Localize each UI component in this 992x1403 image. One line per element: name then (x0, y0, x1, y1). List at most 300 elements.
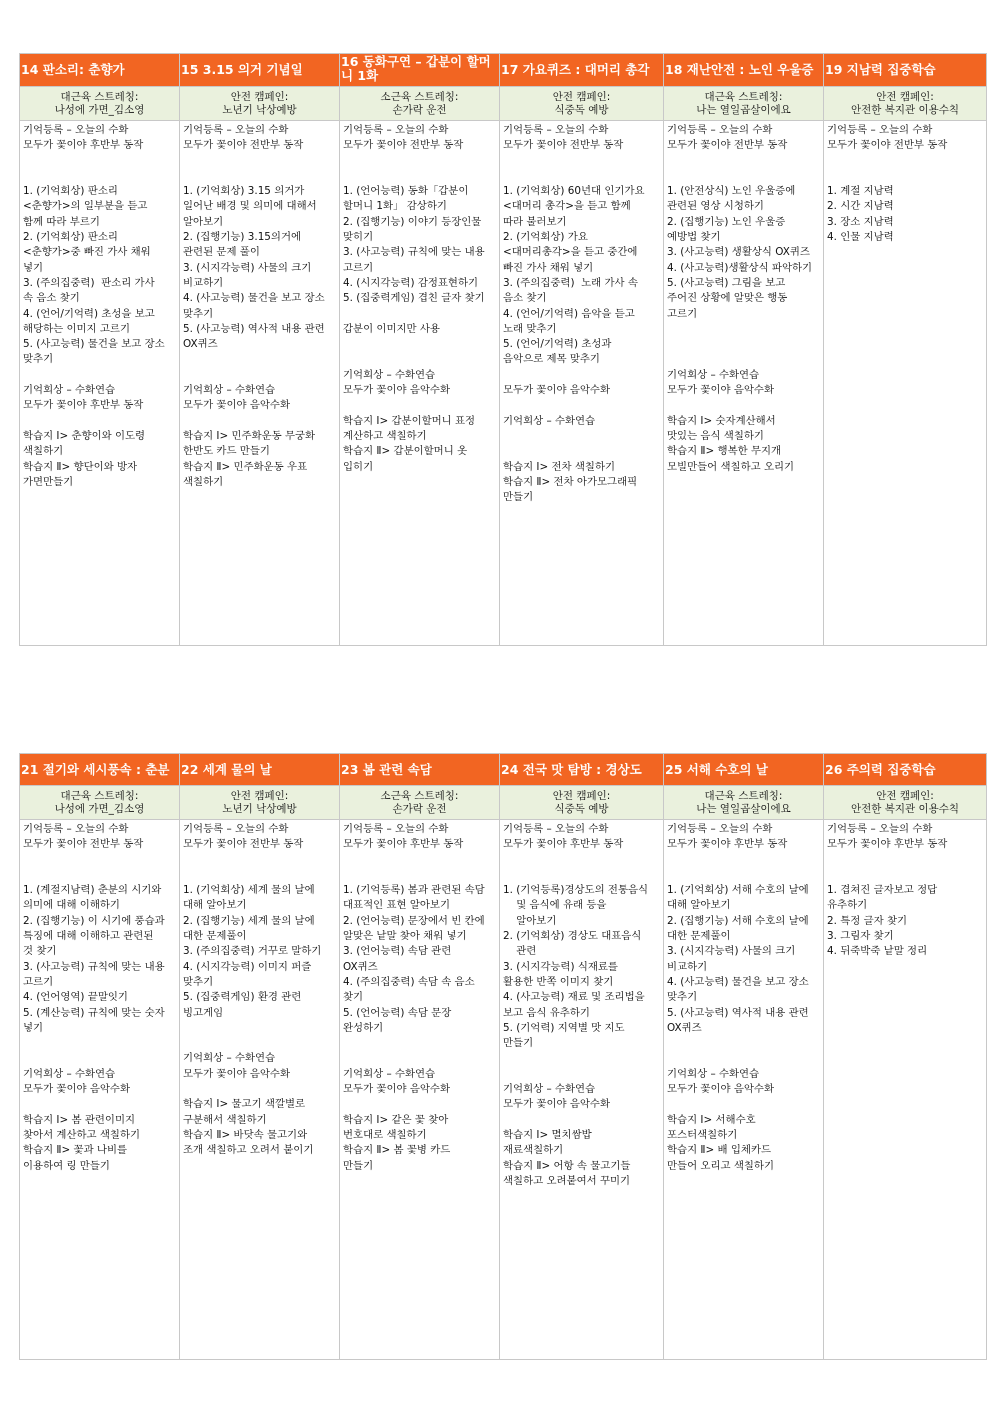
content-line: 학습지 Ⅱ> 어항 속 물고기들 (503, 1159, 631, 1172)
content-line (503, 398, 660, 413)
content-line: 고르기 (667, 307, 698, 320)
content-line: 맞추기 (23, 353, 54, 366)
content-line: 학습지 Ⅰ> 춘향이와 이도령 (23, 429, 146, 442)
content-line: 재료색칠하기 (503, 1144, 564, 1157)
day-content (664, 121, 824, 646)
content-line: 알아보기 (503, 914, 557, 927)
content-line: 모두가 꽃이야 음악수화 (343, 1083, 450, 1096)
content-line: 1. (기억회상) 60년대 인기가요 (503, 185, 645, 198)
content-line: 모두가 꽃이야 후반부 동작 (23, 399, 144, 412)
content-line: 2. (집행기능) 노인 우울증 (667, 215, 786, 228)
content-line: 따라 불러보기 (503, 215, 567, 228)
activity-subheader (664, 87, 824, 121)
activity-category: 대근육 스트레칭: (704, 789, 783, 802)
content-line: 3. (주의집중력) 판소리 가사 (23, 276, 155, 289)
content-line: 한반도 카드 만들기 (183, 445, 270, 458)
content-line: 5. (계산능력) 규칙에 맞는 숫자 (23, 1006, 165, 1019)
content-line: 학습지 Ⅱ> 민주화운동 우표 (183, 460, 308, 473)
content-line: 모두가 꽃이야 전반부 동작 (503, 139, 624, 152)
day-header: 24 전국 맛 탐방 : 경상도 (500, 754, 664, 786)
content-line: 학습지 Ⅰ> 물고기 색깔별로 (183, 1098, 306, 1111)
content-line: 3. (시지각능력) 식재료를 (503, 960, 618, 973)
content-line: 고르기 (343, 261, 374, 274)
content-line: OX퀴즈 (667, 1021, 702, 1034)
activity-subheader (340, 87, 500, 121)
content-line: 모두가 꽃이야 후반부 동작 (343, 838, 464, 851)
content-line: 모두가 꽃이야 후반부 동작 (827, 838, 948, 851)
content-line (183, 868, 336, 883)
content-line: 1. (기억회상) 세계 물의 날에 (183, 884, 315, 897)
content-line: 학습지 Ⅱ> 배 입체카드 (667, 1144, 772, 1157)
content-line: 기억회상 – 수화연습 (343, 1067, 436, 1080)
content-line: 학습지 Ⅱ> 갑분이할머니 옷 (343, 445, 468, 458)
activity-category: 소근육 스트레칭: (380, 789, 459, 802)
content-line: 4. 인물 지남력 (827, 231, 894, 244)
content-line: 2. (집행기능) 세계 물의 날에 (183, 914, 315, 927)
content-line: 완성하기 (343, 1021, 384, 1034)
content-line (343, 169, 496, 184)
content-line: 3. (주의집중력) 거꾸로 말하기 (183, 945, 322, 958)
content-line: 넣기 (23, 261, 44, 274)
day-content-row (20, 820, 987, 1360)
content-line (183, 1021, 336, 1036)
content-line: 모두가 꽃이야 전반부 동작 (23, 838, 144, 851)
content-line: 맞추기 (667, 991, 698, 1004)
day-content (180, 121, 340, 646)
content-line: 빠진 가사 채워 넣기 (503, 261, 594, 274)
content-line: 고르기 (23, 975, 54, 988)
activity-subheader (180, 87, 340, 121)
content-line: 기억회상 – 수화연습 (667, 1067, 760, 1080)
content-line: 5. (사고능력) 역사적 내용 관련 (183, 322, 325, 335)
day-header: 17 가요퀴즈 : 대머리 총각 (500, 54, 664, 87)
day-content (664, 820, 824, 1360)
content-line: 학습지 Ⅱ> 바닷속 물고기와 (183, 1128, 308, 1141)
activity-subheader (824, 87, 987, 121)
content-line: 1. 겹쳐진 글자보고 정답 (827, 884, 938, 897)
content-line: <대머리총각>을 듣고 중간에 (503, 246, 638, 259)
content-line (667, 1097, 820, 1112)
content-line: 4. 뒤죽박죽 낱말 정리 (827, 945, 928, 958)
activity-title: 나성에 가면_김소영 (54, 802, 145, 815)
activity-subheader (500, 786, 664, 820)
activity-title: 식중독 예방 (554, 802, 609, 815)
activity-category: 안전 캠페인: (230, 789, 289, 802)
content-line (23, 1051, 176, 1066)
content-line: 음소 찾기 (503, 292, 547, 305)
content-line: 모두가 꽃이야 음악수화 (183, 1067, 290, 1080)
content-line: 4. (주의집중력) 속담 속 음소 (343, 975, 475, 988)
content-line: 모두가 꽃이야 음악수화 (503, 1098, 610, 1111)
day-header: 22 세계 물의 날 (180, 754, 340, 786)
content-line (827, 853, 983, 868)
content-line: 3. 그림자 찾기 (827, 930, 894, 943)
content-line (503, 368, 660, 383)
activity-subheader (180, 786, 340, 820)
content-line: 4. (사고능력) 재료 및 조리법을 (503, 991, 645, 1004)
content-line: 3. (언어능력) 속담 관련 (343, 945, 452, 958)
content-line: 2. (언어능력) 문장에서 빈 칸에 (343, 914, 485, 927)
content-line: 모두가 꽃이야 음악수화 (667, 384, 774, 397)
content-line: 학습지 Ⅰ> 같은 꽃 찾아 (343, 1113, 449, 1126)
day-header: 23 봄 관련 속담 (340, 754, 500, 786)
content-line: 학습지 Ⅱ> 봄 꽃병 카드 (343, 1144, 451, 1157)
content-line: 1. (안전상식) 노인 우울증에 (667, 185, 796, 198)
day-header-row (20, 54, 987, 87)
content-line: 4. (시지각능력) 이미지 퍼즐 (183, 960, 312, 973)
day-header: 14 판소리: 춘향가 (20, 54, 180, 87)
content-line: 5. (언어능력) 속담 문장 (343, 1006, 452, 1019)
activity-category: 안전 캠페인: (876, 90, 934, 103)
content-line: 모두가 꽃이야 전반부 동작 (667, 139, 788, 152)
content-line: 기억등록 – 오늘의 수화 (503, 124, 609, 136)
day-content (824, 820, 987, 1360)
content-line: 조개 색칠하고 오려서 붙이기 (183, 1144, 314, 1157)
content-line: 대한 문제풀이 (667, 930, 731, 943)
day-header: 18 재난안전 : 노인 우울증 (664, 54, 824, 87)
day-content (20, 121, 180, 646)
content-line: 기억회상 – 수화연습 (503, 414, 596, 427)
activity-category: 안전 캠페인: (552, 789, 611, 802)
content-line: 기억등록 – 오늘의 수화 (343, 823, 449, 835)
content-line (667, 352, 820, 367)
content-line (343, 868, 496, 883)
day-content (824, 121, 987, 646)
content-line: 색칠하기 (183, 475, 224, 488)
activity-title: 안전한 복지관 이용수칙 (850, 103, 960, 116)
content-line: 만들어 오리고 색칠하기 (667, 1159, 774, 1172)
week-2-schedule-table (19, 753, 987, 1360)
content-line: 기억등록 – 오늘의 수화 (827, 124, 933, 136)
content-line: 4. (언어/기억력) 초성을 보고 (23, 307, 155, 320)
content-line: 기억회상 – 수화연습 (667, 368, 760, 381)
content-line: 기억등록 – 오늘의 수화 (667, 823, 773, 835)
activity-title: 나는 열일곱살이에요 (696, 802, 791, 815)
content-line: 모두가 꽃이야 후반부 동작 (667, 838, 788, 851)
content-line: 넣기 (23, 1021, 44, 1034)
content-line (667, 154, 820, 169)
content-line (667, 853, 820, 868)
content-line: 포스터색칠하기 (667, 1128, 738, 1141)
activity-subheader (824, 786, 987, 820)
content-line: 2. (기억회상) 가요 (503, 231, 588, 244)
content-line: 비교하기 (667, 960, 708, 973)
content-line: 학습지 Ⅰ> 멸치쌈밥 (503, 1128, 592, 1141)
content-line (343, 398, 496, 413)
content-line: 학습지 Ⅱ> 향단이와 방자 (23, 460, 138, 473)
content-line: 계산하고 색칠하기 (343, 429, 427, 442)
content-line: 3. (사고능력) 생활상식 OX퀴즈 (667, 246, 810, 259)
content-line: 학습지 Ⅰ> 민주화운동 무궁화 (183, 429, 316, 442)
content-line: 만들기 (503, 1037, 534, 1050)
content-line: 대표적인 표현 알아보기 (343, 899, 450, 912)
content-line: 4. (사고능력) 물건을 보고 장소 (183, 292, 325, 305)
content-line: 학습지 Ⅱ> 꽃과 나비를 (23, 1144, 128, 1157)
day-header: 25 서해 수호의 날 (664, 754, 824, 786)
content-line: 모빌만들어 색칠하고 오리기 (667, 460, 795, 473)
content-line: 함께 따라 부르기 (23, 215, 100, 228)
content-line (503, 1067, 660, 1082)
day-content-row (20, 121, 987, 646)
content-line: 색칠하기 (23, 445, 64, 458)
content-line: 4. (사고능력) 물건을 보고 장소 (667, 975, 809, 988)
content-line: 번호대로 색칠하기 (343, 1128, 427, 1141)
content-line: 주어진 상황에 알맞은 행동 (667, 292, 788, 305)
activity-category: 안전 캠페인: (230, 90, 289, 103)
content-line: 학습지 Ⅰ> 갑분이할머니 표정 (343, 414, 476, 427)
content-line: 기억등록 – 오늘의 수화 (23, 124, 129, 136)
content-line: 기억회상 – 수화연습 (343, 368, 436, 381)
content-line: 기억등록 – 오늘의 수화 (23, 823, 129, 835)
content-line: 모두가 꽃이야 음악수화 (183, 399, 290, 412)
content-line (183, 1082, 336, 1097)
content-line: 5. (사고능력) 그림을 보고 (667, 276, 786, 289)
content-line: 학습지 Ⅱ> 전차 아가모그래픽 (503, 475, 638, 488)
activity-subheader (340, 786, 500, 820)
content-line: 1. 계절 지남력 (827, 185, 894, 198)
content-line: 갑분이 이미지만 사용 (343, 322, 440, 335)
content-line: 모두가 꽃이야 음악수화 (503, 384, 610, 397)
content-line: 것 찾기 (23, 945, 57, 958)
content-line (23, 853, 176, 868)
content-line: 빙고게임 (183, 1006, 224, 1019)
content-line (667, 398, 820, 413)
content-line: 기억회상 – 수화연습 (23, 384, 116, 397)
content-line (343, 1051, 496, 1066)
content-line: 4. (사고능력)생활상식 파악하기 (667, 261, 813, 274)
content-line: 색칠하고 오려붙여서 꾸미기 (503, 1174, 631, 1187)
content-line: 5. (집중력게임) 겹친 글자 찾기 (343, 292, 485, 305)
content-line: 3. (사고능력) 규칙에 맞는 내용 (23, 960, 165, 973)
content-line: 가면만들기 (23, 475, 74, 488)
content-line (827, 154, 983, 169)
content-line: 2. (집행기능) 이 시기에 풍습과 (23, 914, 165, 927)
content-line: <춘향가>의 일부분을 듣고 (23, 200, 148, 213)
content-line: 활용한 반쪽 이미지 찾기 (503, 975, 614, 988)
content-line: 맞추기 (183, 307, 214, 320)
activity-subheader (500, 87, 664, 121)
day-header: 26 주의력 집중학습 (824, 754, 987, 786)
content-line (183, 169, 336, 184)
content-line: 대한 문제풀이 (183, 930, 247, 943)
content-line (503, 169, 660, 184)
content-line: 기억등록 – 오늘의 수화 (503, 823, 609, 835)
content-line: 특징에 대해 이해하고 관련된 (23, 930, 154, 943)
day-content (20, 820, 180, 1360)
content-line: 대해 알아보기 (183, 899, 247, 912)
activity-subheader (20, 786, 180, 820)
activity-subheader-row (20, 87, 987, 121)
activity-category: 안전 캠페인: (876, 789, 934, 802)
content-line: 의미에 대해 이해하기 (23, 899, 120, 912)
content-line (183, 352, 336, 367)
content-line: 유추하기 (827, 899, 868, 912)
content-line: 모두가 꽃이야 음악수화 (23, 1083, 130, 1096)
day-header: 15 3.15 의거 기념일 (180, 54, 340, 87)
content-line: 대해 알아보기 (667, 899, 731, 912)
content-line (183, 853, 336, 868)
content-line (503, 853, 660, 868)
content-line (827, 868, 983, 883)
day-content (180, 820, 340, 1360)
content-line: 기억등록 – 오늘의 수화 (667, 124, 773, 136)
content-line: 3. (주의집중력) 노래 가사 속 (503, 276, 638, 289)
content-line: 1. (기억등록) 봄과 관련된 속담 (343, 884, 485, 897)
content-line: 5. (기억력) 지역별 맛 지도 (503, 1021, 625, 1034)
activity-title: 안전한 복지관 이용수칙 (850, 802, 960, 815)
content-line: 2. (집행기능) 3.15의거에 (183, 231, 302, 244)
content-line: 및 음식에 유래 등을 (503, 899, 607, 912)
content-line: 기억회상 – 수화연습 (183, 1052, 276, 1065)
content-line: 2. (기억회상) 판소리 (23, 231, 118, 244)
content-line: 1. (기억회상) 3.15 의거가 (183, 185, 305, 198)
content-line: 5. (사고능력) 물건을 보고 장소 (23, 338, 165, 351)
content-line (183, 414, 336, 429)
content-line: 만들기 (503, 491, 534, 504)
content-line: 학습지 Ⅰ> 봄 관련이미지 (23, 1113, 136, 1126)
content-line: 4. (언어영역) 끝말잇기 (23, 991, 128, 1004)
content-line: 1. (기억회상) 판소리 (23, 185, 118, 198)
content-line: 관련된 문제 풀이 (183, 246, 260, 259)
activity-category: 대근육 스트레칭: (60, 789, 139, 802)
content-line: 4. (언어/기억력) 음악을 듣고 (503, 307, 635, 320)
activity-category: 대근육 스트레칭: (704, 90, 783, 103)
content-line (23, 1097, 176, 1112)
content-line: <춘향가>중 빠진 가사 채워 (23, 246, 151, 259)
activity-subheader (20, 87, 180, 121)
content-line (503, 429, 660, 444)
content-line (343, 1036, 496, 1051)
content-line: 찾아서 계산하고 색칠하기 (23, 1128, 141, 1141)
activity-subheader (664, 786, 824, 820)
activity-title: 손가락 운전 (392, 103, 447, 116)
content-line: 알아보기 (183, 215, 224, 228)
content-line: <대머리 총각>을 듣고 함께 (503, 200, 631, 213)
content-line: 할머니 1화」 감상하기 (343, 200, 447, 213)
content-line: 속 음소 찾기 (23, 292, 80, 305)
content-line: 맞히기 (343, 231, 374, 244)
day-header-row (20, 754, 987, 786)
content-line: 기억회상 – 수화연습 (503, 1083, 596, 1096)
content-line (23, 868, 176, 883)
content-line: 5. (언어/기억력) 초성과 (503, 338, 612, 351)
content-line: 관련 (503, 945, 537, 958)
activity-title: 손가락 운전 (392, 802, 447, 815)
content-line: 기억등록 – 오늘의 수화 (827, 823, 933, 835)
content-line: 학습지 Ⅱ> 행복한 무지개 (667, 445, 782, 458)
content-line: 1. (기억회상) 서해 수호의 날에 (667, 884, 809, 897)
content-line: 기억등록 – 오늘의 수화 (343, 124, 449, 136)
content-line: 입히기 (343, 460, 374, 473)
content-line: 모두가 꽃이야 후반부 동작 (23, 139, 144, 152)
content-line: 해당하는 이미지 고르기 (23, 322, 130, 335)
content-line: 4. (시지각능력) 감정표현하기 (343, 276, 479, 289)
day-content (500, 121, 664, 646)
activity-category: 안전 캠페인: (552, 90, 611, 103)
content-line: 예방법 찾기 (667, 231, 721, 244)
activity-subheader-row (20, 786, 987, 820)
content-line: 기억등록 – 오늘의 수화 (183, 124, 289, 136)
content-line (667, 868, 820, 883)
content-line: OX퀴즈 (343, 960, 378, 973)
content-line: 모두가 꽃이야 후반부 동작 (503, 838, 624, 851)
content-line: 2. 특정 글자 찾기 (827, 914, 908, 927)
content-line: 일어난 배경 및 의미에 대해서 (183, 200, 317, 213)
content-line: 5. (사고능력) 역사적 내용 관련 (667, 1006, 809, 1019)
content-line: 5. (집중력게임) 환경 관련 (183, 991, 302, 1004)
day-content (340, 121, 500, 646)
content-line: 맞추기 (183, 975, 214, 988)
content-line: 모두가 꽃이야 전반부 동작 (183, 838, 304, 851)
content-line: 2. 시간 지남력 (827, 200, 894, 213)
activity-title: 나는 열일곱살이에요 (696, 103, 791, 116)
content-line: 노래 맞추기 (503, 322, 557, 335)
day-header: 19 지남력 집중학습 (824, 54, 987, 87)
content-line (23, 154, 176, 169)
day-content (340, 820, 500, 1360)
content-line (667, 1036, 820, 1051)
content-line: 3. (사고능력) 규칙에 맞는 내용 (343, 246, 485, 259)
content-line: 1. (계절지남력) 춘분의 시기와 (23, 884, 162, 897)
content-line (667, 169, 820, 184)
content-line (23, 169, 176, 184)
content-line (343, 154, 496, 169)
day-content (500, 820, 664, 1360)
content-line (503, 444, 660, 459)
content-line (667, 337, 820, 352)
content-line (503, 868, 660, 883)
content-line (503, 1113, 660, 1128)
content-line: 음악으로 제목 맞추기 (503, 353, 600, 366)
content-line: 알맞은 낱말 찾아 채워 넣기 (343, 930, 467, 943)
content-line: 모두가 꽃이야 음악수화 (667, 1083, 774, 1096)
content-line: 모두가 꽃이야 전반부 동작 (183, 139, 304, 152)
content-line: 2. (집행기능) 이야기 등장인물 (343, 215, 482, 228)
content-line: 학습지 Ⅰ> 전차 색칠하기 (503, 460, 616, 473)
content-line (343, 352, 496, 367)
content-line: 보고 음식 유추하기 (503, 1006, 590, 1019)
content-line (23, 414, 176, 429)
content-line (183, 1036, 336, 1051)
content-line (667, 1051, 820, 1066)
content-line: 기억등록 – 오늘의 수화 (183, 823, 289, 835)
content-line (183, 154, 336, 169)
content-line: 모두가 꽃이야 전반부 동작 (827, 139, 948, 152)
activity-title: 노년기 낙상예방 (222, 103, 297, 116)
activity-title: 식중독 예방 (554, 103, 609, 116)
content-line: 구분해서 색칠하기 (183, 1113, 267, 1126)
content-line (343, 853, 496, 868)
content-line (343, 307, 496, 322)
content-line: 3. (시지각능력) 사물의 크기 (183, 261, 312, 274)
content-line: 만들기 (343, 1159, 374, 1172)
content-line: 학습지 Ⅰ> 숫자계산해서 (667, 414, 776, 427)
content-line (23, 1036, 176, 1051)
content-line: 3. (시지각능력) 사물의 크기 (667, 945, 796, 958)
content-line: 이용하여 링 만들기 (23, 1159, 110, 1172)
content-line: 기억회상 – 수화연습 (23, 1067, 116, 1080)
content-line (503, 154, 660, 169)
day-header: 21 절기와 세시풍속 : 춘분 (20, 754, 180, 786)
content-line: 맛있는 음식 색칠하기 (667, 429, 764, 442)
week-1-schedule-table (19, 53, 987, 646)
content-line: 1. (언어능력) 동화「갑분이 (343, 185, 469, 198)
content-line: 관련된 영상 시청하기 (667, 200, 764, 213)
content-line: 찾기 (343, 991, 364, 1004)
content-line: 2. (집행기능) 서해 수호의 날에 (667, 914, 809, 927)
content-line: 비교하기 (183, 276, 224, 289)
activity-category: 소근육 스트레칭: (380, 90, 459, 103)
